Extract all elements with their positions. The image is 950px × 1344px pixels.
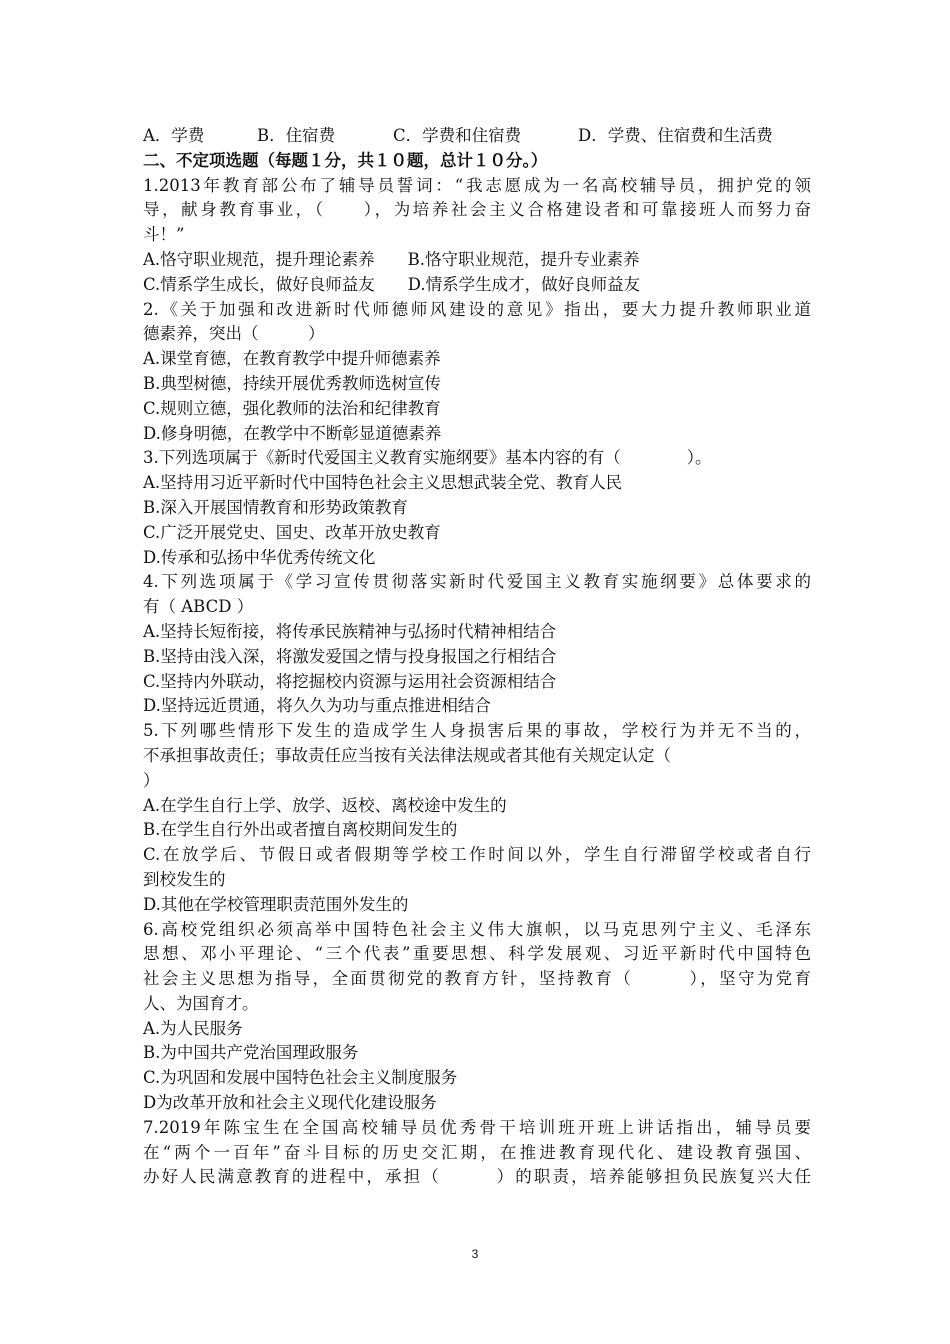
text-line: B.典型树德，持续开展优秀教师选树宣传 — [143, 373, 441, 393]
text-line: B.深入开展国情教育和形势政策教育 — [143, 497, 408, 517]
text-line: A.坚持用习近平新时代中国特色社会主义思想武装全党、教育人民 — [143, 473, 623, 493]
text-line: 1.2013年教育部公布了辅导员誓词：“我志愿成为一名高校辅导员，拥护党的领 — [143, 175, 811, 195]
text-line: 到校发生的 — [143, 869, 226, 889]
text-line: D.其他在学校管理职责范围外发生的 — [143, 894, 409, 914]
text-line: C.坚持内外联动，将挖掘校内资源与运用社会资源相结合 — [143, 671, 557, 691]
text-line: 社会主义思想为指导，全面贯彻党的教育方针，坚持教育（ ），坚守为党育 — [143, 969, 811, 989]
text-line: C.为巩固和发展中国特色社会主义制度服务 — [143, 1068, 458, 1088]
text-line: D.修身明德，在教学中不断彰显道德素养 — [143, 423, 442, 443]
text-line: 人、为国育才。 — [143, 993, 259, 1013]
text-line: D.坚持远近贯通，将久久为功与重点推进相结合 — [143, 696, 491, 716]
text-line: C.规则立德，强化教师的法治和纪律教育 — [143, 398, 441, 418]
option-a: A．学费 — [143, 126, 205, 145]
text-line: A.恪守职业规范，提升理论素养 B.恪守职业规范，提升专业素养 — [143, 249, 640, 269]
text-line: 德素养，突出（ ） — [143, 324, 325, 344]
previous-question-options — [143, 124, 811, 149]
text-line: C.广泛开展党史、国史、改革开放史教育 — [143, 522, 441, 542]
text-line: A.在学生自行上学、放学、返校、离校途中发生的 — [143, 795, 507, 815]
text-line: A.坚持长短衔接，将传承民族精神与弘扬时代精神相结合 — [143, 621, 557, 641]
text-line: 4.下列选项属于《学习宣传贯彻落实新时代爱国主义教育实施纲要》总体要求的 — [143, 572, 811, 592]
text-line: 6.高校党组织必须高举中国特色社会主义伟大旗帜，以马克思列宁主义、毛泽东 — [143, 919, 811, 939]
question-body — [143, 174, 811, 1191]
document-page — [143, 124, 811, 1190]
page-number: 3 — [471, 1247, 479, 1261]
text-line: 有（ ABCD ） — [143, 597, 254, 617]
text-line: 3.下列选项属于《新时代爱国主义教育实施纲要》基本内容的有（ ）。 — [143, 448, 712, 468]
text-line: A.为人民服务 — [143, 1018, 243, 1038]
section-heading: 二、不定项选题（每题１分，共１０题，总计１０分。） — [143, 150, 548, 170]
text-line: C.在放学后、节假日或者假期等学校工作时间以外，学生自行滞留学校或者自行 — [143, 845, 811, 865]
option-c: C．学费和住宿费 — [393, 126, 522, 145]
option-d: D．学费、住宿费和生活费 — [578, 126, 773, 145]
text-line: B.为中国共产党治国理政服务 — [143, 1043, 359, 1063]
text-line: D为改革开放和社会主义现代化建设服务 — [143, 1093, 437, 1113]
text-line: 在“两个一百年”奋斗目标的历史交汇期，在推进教育现代化、建设教育强国、 — [143, 1142, 811, 1162]
text-line: ） — [143, 770, 160, 790]
text-line: 7.2019年陈宝生在全国高校辅导员优秀骨干培训班开班上讲话指出，辅导员要 — [143, 1117, 811, 1137]
text-line: B.坚持由浅入深，将激发爱国之情与投身报国之行相结合 — [143, 646, 557, 666]
text-line: A.课堂育德，在教育教学中提升师德素养 — [143, 349, 441, 369]
text-line: C.情系学生成长，做好良师益友 D.情系学生成才，做好良师益友 — [143, 274, 641, 294]
text-line: B.在学生自行外出或者擅自离校期间发生的 — [143, 820, 458, 840]
text-line: 思想、邓小平理论、“三个代表”重要思想、科学发展观、习近平新时代中国特色 — [143, 944, 811, 964]
text-line: 不承担事故责任；事故责任应当按有关法律法规或者其他有关规定认定（ — [143, 745, 671, 765]
text-line: D.传承和弘扬中华优秀传统文化 — [143, 547, 376, 567]
text-line: 导，献身教育事业，（ ），为培养社会主义合格建设者和可靠接班人而努力奋 — [143, 200, 811, 220]
option-b: B．住宿费 — [257, 126, 336, 145]
text-line: 斗！” — [143, 225, 185, 245]
text-line: 办好人民满意教育的进程中，承担（ ）的职责，培养能够担负民族复兴大任 — [143, 1167, 811, 1187]
text-line: 5.下列哪些情形下发生的造成学生人身损害后果的事故，学校行为并无不当的， — [143, 721, 811, 741]
text-line: 2.《关于加强和改进新时代师德师风建设的意见》指出，要大力提升教师职业道 — [143, 299, 811, 319]
